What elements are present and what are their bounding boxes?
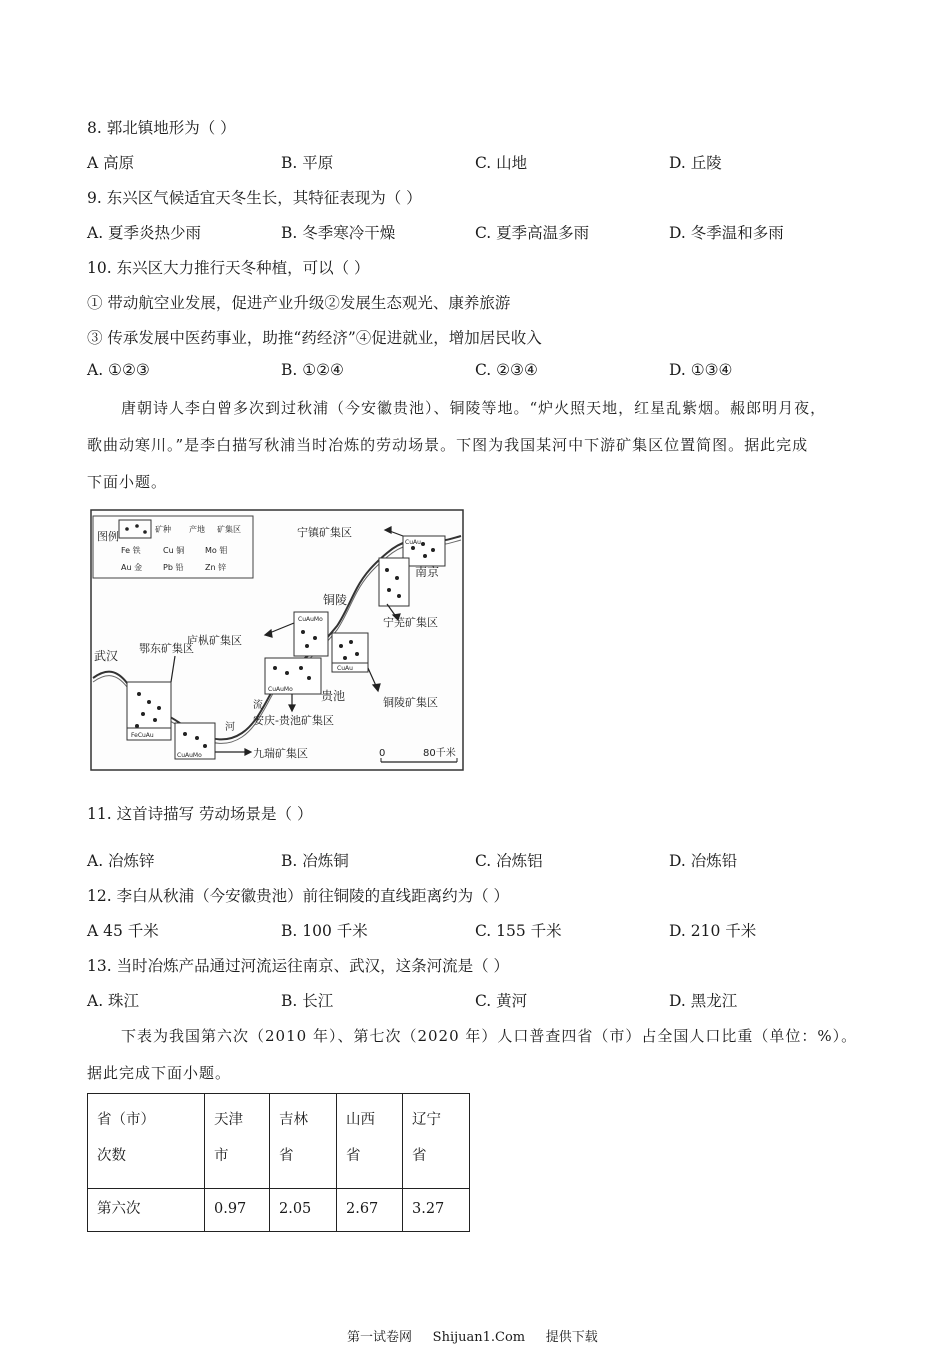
question-10 — [87, 256, 370, 278]
question-12 — [87, 884, 509, 906]
header-cell: 辽宁 省 — [403, 1094, 470, 1189]
table-cell: 2.05 — [270, 1189, 337, 1232]
question-11 — [87, 802, 312, 824]
question-9 — [87, 186, 422, 208]
legend-title: 图例 — [97, 530, 119, 543]
box-ningwu — [379, 558, 409, 606]
header-cell: 天津 市 — [205, 1094, 270, 1189]
city-label: 贵池 — [321, 689, 346, 703]
passage-line: 歌曲动寒川。”是李白描写秋浦当时冶炼的劳动场景。下图为我国某河中下游矿集区位置简图。据此完成 — [87, 436, 809, 454]
svg-text:CuAuMo: CuAuMo — [298, 616, 323, 623]
legend-item: 产地 — [189, 525, 205, 534]
svg-text:FeCuAu: FeCuAu — [131, 732, 154, 739]
legend-element: Zn 锌 — [205, 563, 227, 572]
option-a: A 45 千米 — [87, 922, 159, 940]
table-cell: 0.97 — [205, 1189, 270, 1232]
option-b: B. ①②④ — [281, 361, 344, 379]
question-number: 8. — [87, 119, 102, 137]
option-c: C. 冶炼铝 — [475, 852, 543, 870]
option-b: B. 冬季寒冷干燥 — [281, 224, 396, 242]
option-c: C. 山地 — [475, 154, 528, 172]
question-text: 东兴区大力推行天冬种植，可以（ ） — [116, 259, 370, 277]
option-d: D. ①③④ — [669, 361, 733, 379]
legend-element: Mo 钼 — [205, 546, 228, 555]
passage-line: 唐朝诗人李白曾多次到过秋浦（今安徽贵池）、铜陵等地。“炉火照天地，红星乱紫烟。赧郎明月夜， — [121, 399, 827, 417]
box-tongling — [332, 633, 368, 672]
table-cell: 2.67 — [337, 1189, 403, 1232]
district-label: 鄂东矿集区 — [139, 642, 194, 655]
box-luzong — [294, 612, 328, 656]
legend-element: Fe 铁 — [121, 546, 141, 555]
table-header-row — [88, 1094, 470, 1189]
question-number: 13. — [87, 957, 112, 975]
option-a: A. ①②③ — [87, 361, 150, 379]
option-c: C. 夏季高温多雨 — [475, 224, 590, 242]
question-number: 12. — [87, 887, 112, 905]
box-jiurui — [175, 723, 215, 759]
table-row — [88, 1189, 470, 1232]
river-label: 流 — [253, 700, 263, 711]
option-d: D. 冬季温和多雨 — [669, 224, 784, 242]
question-number: 10. — [87, 259, 112, 277]
page-footer: 第一试卷网 Shijuan1.Com 提供下载 — [347, 1330, 598, 1345]
option-b: B. 平原 — [281, 154, 334, 172]
header-cell: 山西 省 — [337, 1094, 403, 1189]
box-anqing-guichi — [265, 658, 321, 694]
district-label: 庐枞矿集区 — [187, 634, 242, 647]
legend-element: Cu 铜 — [163, 546, 185, 555]
question-text: 东兴区气候适宜天冬生长，其特征表现为（ ） — [106, 189, 422, 207]
option-d: D. 黑龙江 — [669, 992, 738, 1010]
passage-line: 据此完成下面小题。 — [87, 1064, 232, 1082]
svg-text:CuAuMo: CuAuMo — [268, 686, 293, 693]
option-a: A. 冶炼锌 — [87, 852, 155, 870]
city-label: 南京 — [415, 565, 440, 579]
option-c: C. 黄河 — [475, 992, 528, 1010]
question-8 — [87, 116, 236, 138]
legend-item: 矿种 — [155, 525, 171, 534]
statement-line-1: ① 带动航空业发展，促进产业升级②发展生态观光、康养旅游 — [87, 294, 511, 312]
question-text: 这首诗描写 劳动场景是（ ） — [116, 805, 313, 823]
city-label: 铜陵 — [323, 593, 348, 607]
option-d: D. 210 千米 — [669, 922, 757, 940]
question-number: 9. — [87, 189, 102, 207]
box-label: CuAu — [405, 539, 421, 546]
mining-district-map — [87, 508, 467, 773]
question-number: 11. — [87, 805, 112, 823]
city-label: 武汉 — [94, 649, 119, 663]
question-text: 当时冶炼产品通过河流运往南京、武汉，这条河流是（ ） — [116, 957, 510, 975]
district-label: 安庆-贵池矿集区 — [253, 714, 334, 727]
scale-label: 80千米 — [423, 748, 456, 759]
option-a: A. 夏季炎热少雨 — [87, 224, 202, 242]
legend-item: 矿集区 — [217, 525, 241, 534]
district-label: 宁芜矿集区 — [383, 616, 438, 629]
question-text: 郭北镇地形为（ ） — [106, 119, 236, 137]
passage-line: 下表为我国第六次（2010 年）、第七次（2020 年）人口普查四省（市）占全国人口比重（单位：%）。 — [121, 1027, 858, 1045]
legend-element: Au 金 — [121, 563, 143, 572]
header-cell: 吉林 省 — [270, 1094, 337, 1189]
option-b: B. 冶炼铜 — [281, 852, 349, 870]
statement-line-2: ③ 传承发展中医药事业，助推“药经济”④促进就业，增加居民收入 — [87, 329, 542, 347]
legend-element: Pb 铅 — [163, 563, 184, 572]
scale-zero: 0 — [379, 748, 386, 759]
svg-text:CuAu: CuAu — [337, 665, 353, 672]
district-label: 九瑞矿集区 — [253, 747, 308, 760]
option-d: D. 冶炼铅 — [669, 852, 738, 870]
option-a: A. 珠江 — [87, 992, 140, 1010]
box-edong — [127, 682, 171, 740]
option-d: D. 丘陵 — [669, 154, 722, 172]
passage-line: 下面小题。 — [87, 473, 168, 491]
option-c: C. 155 千米 — [475, 922, 562, 940]
district-label: 宁镇矿集区 — [297, 526, 352, 539]
option-c: C. ②③④ — [475, 361, 538, 379]
header-cell: 省（市） 次数 — [88, 1094, 205, 1189]
option-a: A 高原 — [87, 154, 135, 172]
river-label: 河 — [225, 722, 235, 733]
population-table — [87, 1093, 470, 1232]
table-cell: 第六次 — [88, 1189, 205, 1232]
question-text: 李白从秋浦（今安徽贵池）前往铜陵的直线距离约为（ ） — [116, 887, 510, 905]
district-label: 铜陵矿集区 — [383, 696, 438, 709]
table-cell: 3.27 — [403, 1189, 470, 1232]
question-13 — [87, 954, 509, 976]
option-b: B. 100 千米 — [281, 922, 368, 940]
svg-text:CuAuMo: CuAuMo — [177, 752, 202, 759]
option-b: B. 长江 — [281, 992, 334, 1010]
